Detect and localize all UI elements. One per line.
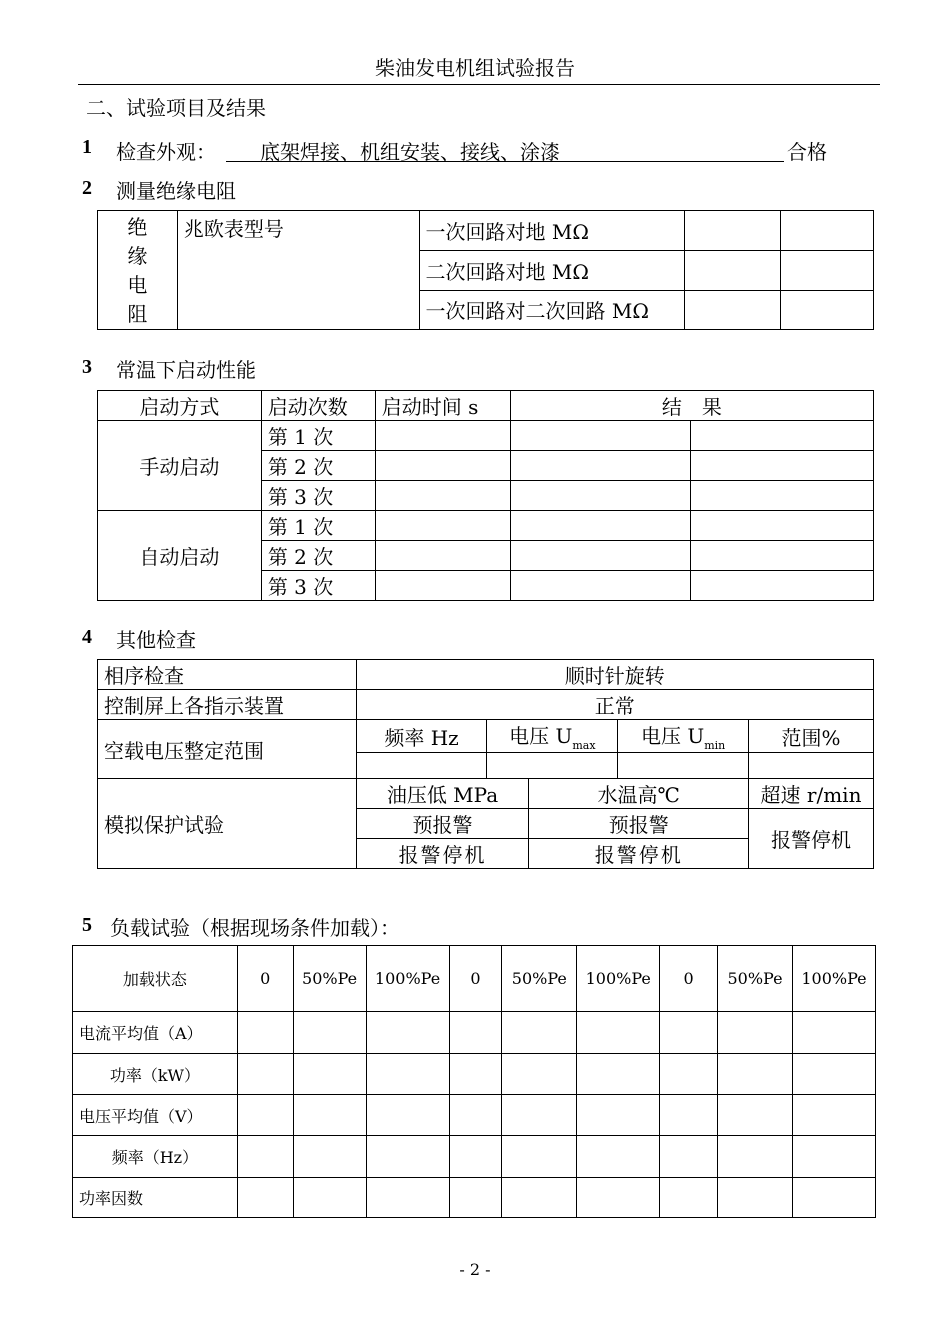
- umax-header: [487, 720, 618, 753]
- water-header: 水温高℃: [529, 779, 749, 809]
- load-header: 50%Pe: [718, 946, 793, 1012]
- s2-number: 2: [82, 177, 92, 199]
- load-cell: [502, 1095, 577, 1136]
- s2-label: 测量绝缘电阻: [116, 179, 236, 203]
- umax-text: 电压 U: [509, 724, 573, 748]
- s1-result: 合格: [787, 140, 827, 164]
- voltage-range-label: 空载电压整定范围: [98, 720, 357, 779]
- startup-cell: [510, 511, 691, 541]
- startup-cell: [510, 571, 691, 601]
- startup-cell: [510, 481, 691, 511]
- startup-count: 第 3 次: [261, 571, 375, 601]
- phase-value: 顺时针旋转: [356, 660, 873, 690]
- voltage-cell: [356, 753, 487, 779]
- load-cell: [293, 1012, 366, 1054]
- s4-number: 4: [82, 626, 92, 648]
- load-cell: [792, 1178, 875, 1218]
- load-header: 加载状态: [73, 946, 238, 1012]
- startup-cell: [375, 421, 510, 451]
- freq-header: 频率 Hz: [356, 720, 487, 753]
- speed-alarm-stop: 报警停机: [749, 809, 874, 869]
- startup-table: [97, 390, 874, 601]
- umin-header: [618, 720, 749, 753]
- oil-prealarm: 预报警: [356, 809, 529, 839]
- umin-sub: min: [704, 739, 726, 752]
- oil-header: 油压低 MPa: [356, 779, 529, 809]
- load-cell: [293, 1178, 366, 1218]
- load-cell: [293, 1054, 366, 1095]
- load-cell: [237, 1012, 293, 1054]
- insulation-cell: [781, 290, 874, 329]
- load-cell: [449, 1136, 502, 1178]
- startup-header: 启动时间 s: [375, 391, 510, 421]
- meter-model-label: 兆欧表型号: [177, 211, 419, 330]
- load-cell: [293, 1095, 366, 1136]
- load-row-label: 电流平均值（A）: [73, 1012, 238, 1054]
- load-header: 0: [660, 946, 718, 1012]
- side-char: 绝: [127, 215, 148, 239]
- startup-mode: 自动启动: [98, 511, 262, 601]
- load-header: 0: [237, 946, 293, 1012]
- s3-label: 常温下启动性能: [116, 358, 256, 382]
- water-prealarm: 预报警: [529, 809, 749, 839]
- startup-cell: [691, 451, 874, 481]
- load-header: 100%Pe: [792, 946, 875, 1012]
- side-char: 缘: [127, 244, 148, 268]
- load-cell: [502, 1178, 577, 1218]
- load-header: 100%Pe: [366, 946, 449, 1012]
- load-cell: [577, 1136, 660, 1178]
- load-cell: [577, 1178, 660, 1218]
- load-cell: [366, 1012, 449, 1054]
- insulation-cell: [685, 290, 781, 329]
- load-cell: [449, 1178, 502, 1218]
- startup-count: 第 1 次: [261, 511, 375, 541]
- insulation-row-label: 一次回路对地 MΩ: [419, 211, 685, 251]
- insulation-side-label: [98, 211, 178, 330]
- load-row-label: 功率因数: [73, 1178, 238, 1218]
- s3-number: 3: [82, 356, 92, 378]
- startup-cell: [691, 481, 874, 511]
- load-cell: [502, 1054, 577, 1095]
- load-header: 50%Pe: [502, 946, 577, 1012]
- umax-sub: max: [572, 739, 596, 752]
- load-cell: [449, 1095, 502, 1136]
- range-header: 范围%: [749, 720, 874, 753]
- startup-cell: [691, 571, 874, 601]
- insulation-row-label: 二次回路对地 MΩ: [419, 251, 685, 290]
- report-title: 柴油发电机组试验报告: [375, 56, 575, 80]
- load-row-label: 电压平均值（V）: [73, 1095, 238, 1136]
- load-cell: [366, 1095, 449, 1136]
- startup-cell: [510, 541, 691, 571]
- voltage-cell: [618, 753, 749, 779]
- startup-cell: [375, 511, 510, 541]
- load-cell: [792, 1054, 875, 1095]
- load-cell: [660, 1054, 718, 1095]
- load-cell: [792, 1012, 875, 1054]
- side-char: 电: [127, 273, 148, 297]
- load-cell: [366, 1178, 449, 1218]
- s5-number: 5: [82, 914, 92, 936]
- insulation-cell: [685, 211, 781, 251]
- load-cell: [718, 1136, 793, 1178]
- load-cell: [718, 1095, 793, 1136]
- load-cell: [577, 1012, 660, 1054]
- speed-header: 超速 r/min: [749, 779, 874, 809]
- load-cell: [237, 1136, 293, 1178]
- load-cell: [502, 1136, 577, 1178]
- load-cell: [366, 1054, 449, 1095]
- startup-cell: [510, 451, 691, 481]
- voltage-cell: [487, 753, 618, 779]
- voltage-cell: [749, 753, 874, 779]
- load-cell: [577, 1054, 660, 1095]
- s1-content: 底架焊接、机组安装、接线、涂漆: [226, 136, 784, 162]
- startup-count: 第 2 次: [261, 541, 375, 571]
- load-cell: [237, 1054, 293, 1095]
- startup-mode: 手动启动: [98, 421, 262, 511]
- load-cell: [502, 1012, 577, 1054]
- insulation-row-label: 一次回路对二次回路 MΩ: [419, 290, 685, 329]
- water-alarm-stop: 报警停机: [529, 839, 749, 869]
- load-header: 50%Pe: [293, 946, 366, 1012]
- startup-cell: [375, 541, 510, 571]
- load-header: 0: [449, 946, 502, 1012]
- load-cell: [237, 1095, 293, 1136]
- s1-label: 检查外观：: [116, 140, 216, 164]
- startup-header: 启动次数: [261, 391, 375, 421]
- startup-cell: [691, 421, 874, 451]
- indicator-label: 控制屏上各指示装置: [98, 690, 357, 720]
- load-cell: [660, 1095, 718, 1136]
- load-cell: [792, 1136, 875, 1178]
- startup-cell: [510, 421, 691, 451]
- load-cell: [718, 1012, 793, 1054]
- load-row-label: 功率（kW）: [73, 1054, 238, 1095]
- indicator-value: 正常: [356, 690, 873, 720]
- startup-cell: [691, 541, 874, 571]
- load-cell: [449, 1054, 502, 1095]
- phase-label: 相序检查: [98, 660, 357, 690]
- s4-label: 其他检查: [116, 628, 196, 652]
- load-cell: [792, 1095, 875, 1136]
- load-test-table: [72, 945, 876, 1218]
- load-cell: [660, 1012, 718, 1054]
- insulation-cell: [781, 251, 874, 290]
- load-cell: [449, 1012, 502, 1054]
- startup-cell: [375, 481, 510, 511]
- page-number: - 2 -: [459, 1260, 491, 1279]
- startup-count: 第 1 次: [261, 421, 375, 451]
- insulation-cell: [781, 211, 874, 251]
- load-cell: [660, 1178, 718, 1218]
- startup-cell: [375, 571, 510, 601]
- load-cell: [660, 1136, 718, 1178]
- header-divider: [78, 84, 880, 85]
- load-cell: [718, 1054, 793, 1095]
- load-cell: [718, 1178, 793, 1218]
- load-cell: [366, 1136, 449, 1178]
- insulation-table: [97, 210, 874, 330]
- startup-cell: [691, 511, 874, 541]
- side-char: 阻: [127, 302, 148, 326]
- load-cell: [577, 1095, 660, 1136]
- insulation-cell: [685, 251, 781, 290]
- load-row-label: 频率（Hz）: [73, 1136, 238, 1178]
- startup-header: 结 果: [510, 391, 873, 421]
- s5-label: 负载试验（根据现场条件加载）：: [110, 916, 400, 940]
- umin-text: 电压 U: [640, 724, 705, 748]
- oil-alarm-stop: 报警停机: [356, 839, 529, 869]
- startup-count: 第 3 次: [261, 481, 375, 511]
- load-header: 100%Pe: [577, 946, 660, 1012]
- section-title: 二、试验项目及结果: [86, 96, 266, 120]
- startup-cell: [375, 451, 510, 481]
- s1-number: 1: [82, 136, 92, 158]
- startup-header: 启动方式: [98, 391, 262, 421]
- load-cell: [237, 1178, 293, 1218]
- other-checks-table: [97, 659, 874, 869]
- startup-count: 第 2 次: [261, 451, 375, 481]
- load-cell: [293, 1136, 366, 1178]
- protect-label: 模拟保护试验: [98, 779, 357, 869]
